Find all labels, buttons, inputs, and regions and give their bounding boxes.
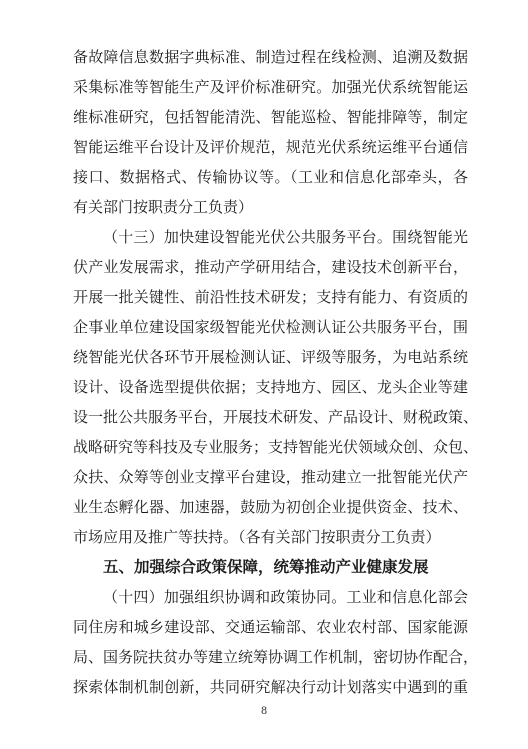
text-line: 备故障信息数据字典标准、制造过程在线检测、追溯及数据: [73, 48, 468, 66]
text-line: 业生态孵化器、加速器，鼓励为初创企业提供资金、技术、: [73, 498, 468, 516]
text-line: 绕智能光伏各环节开展检测认证、评级等服务，为电站系统: [73, 348, 468, 366]
text-line: 设一批公共服务平台，开展技术研发、产品设计、财税政策、: [73, 408, 479, 426]
text-line: 智能运维平台设计及评价规范，规范光伏系统运维平台通信: [73, 138, 468, 156]
text-line: 设计、设备选型提供依据；支持地方、园区、龙头企业等建: [73, 378, 468, 396]
body-text: [73, 42, 479, 702]
text-line: 探索体制机制创新，共同研究解决行动计划落实中遇到的重: [73, 678, 468, 696]
text-line: 局、国务院扶贫办等建立统筹协调工作机制，密切协作配合，: [73, 648, 479, 666]
text-line: 伏产业发展需求，推动产学研用结合，建设技术创新平台，: [73, 258, 468, 276]
text-line: （十四）加强组织协调和政策协同。工业和信息化部会: [103, 588, 468, 606]
text-line: 同住房和城乡建设部、交通运输部、农业农村部、国家能源: [73, 618, 468, 636]
text-line: 众扶、众筹等创业支撑平台建设，推动建立一批智能光伏产: [73, 468, 468, 486]
section-heading: 五、加强综合政策保障，统筹推动产业健康发展: [103, 558, 429, 576]
page-number: 8: [260, 706, 268, 717]
text-line: 接口、数据格式、传输协议等。（工业和信息化部牵头，各: [73, 168, 468, 186]
text-line: 采集标准等智能生产及评价标准研究。加强光伏系统智能运: [73, 78, 468, 96]
text-line: 企事业单位建设国家级智能光伏检测认证公共服务平台，围: [73, 318, 468, 336]
text-line: 维标准研究，包括智能清洗、智能巡检、智能排障等，制定: [73, 108, 468, 126]
text-line: 有关部门按职责分工负责）: [73, 198, 254, 216]
text-line: 开展一批关键性、前沿性技术研发；支持有能力、有资质的: [73, 288, 468, 306]
text-line: 战略研究等科技及专业服务；支持智能光伏领域众创、众包、: [73, 438, 479, 456]
text-line: 市场应用及推广等扶持。（各有关部门按职责分工负责）: [73, 528, 441, 546]
text-line: （十三）加快建设智能光伏公共服务平台。围绕智能光: [103, 228, 468, 246]
